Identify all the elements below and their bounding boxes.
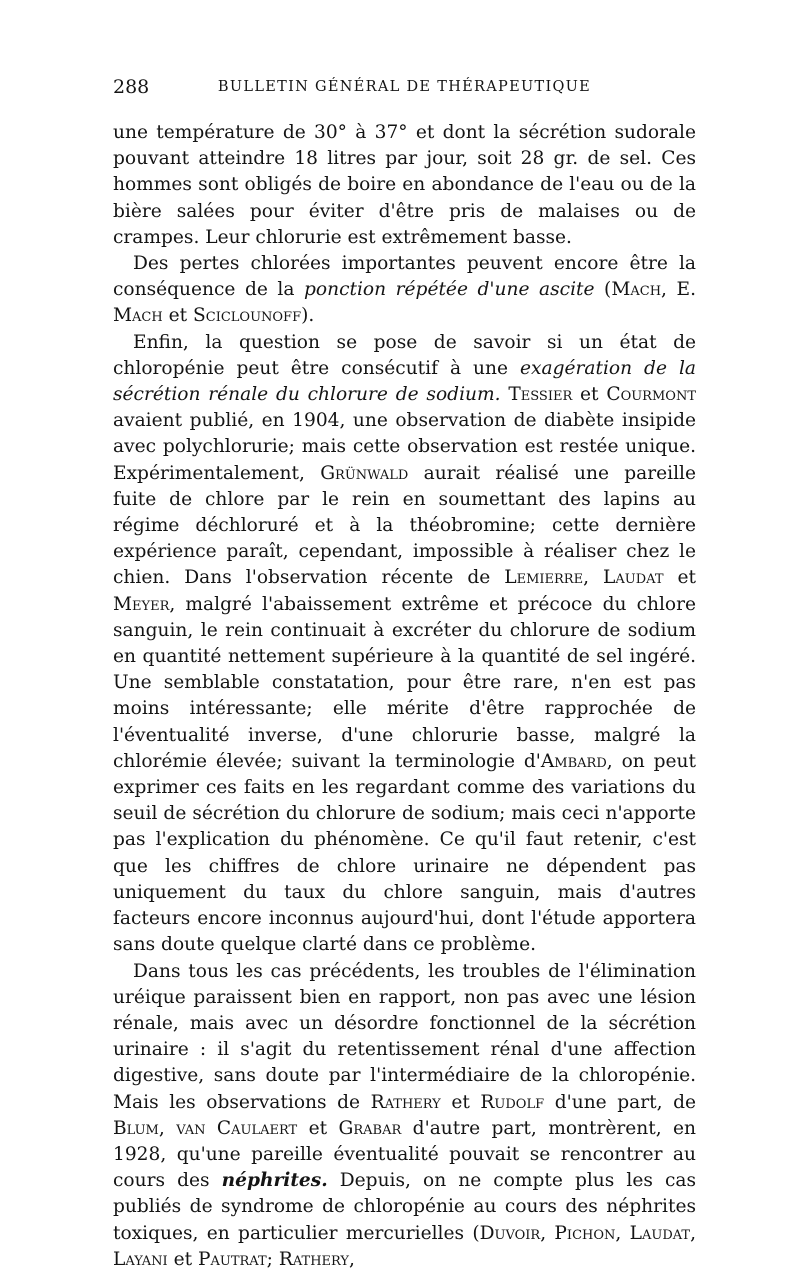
text-run: ,	[690, 1222, 697, 1244]
text-run: ;	[266, 1248, 279, 1270]
author-name: Mach	[113, 305, 163, 327]
author-name: Laudat	[603, 567, 664, 589]
text-run: ,	[349, 1248, 355, 1270]
text-run: Des pertes chlorées importantes peuvent encore être la conséquence de la	[113, 253, 696, 301]
text-run: ,	[583, 567, 604, 589]
author-name: Ambard	[540, 750, 607, 772]
author-name: Rathery	[370, 1091, 441, 1113]
author-name: Laudat	[629, 1222, 691, 1244]
text-run: Depuis, on ne compte plus les cas publiés de syndrome de chloropénie au cours des néphrites toxiques, en particulier mercurielles (	[113, 1170, 696, 1244]
text-run: , malgré l'abaissement extrême et précoce du chlore sanguin, le rein continuait à excréter du chlorure de sodium en quantité nettement supérieure à la quantité de sel ingéré. Une semblable constatation, pour être rare, n'en est pas moins intéressante; elle mérite d'être rapprochée de l'éventualité inverse, d'une chlorurie basse, malgré la chlorémie élevée; suivant la terminologie d'	[113, 593, 696, 772]
text-run: ,	[158, 1117, 177, 1139]
italic-phrase: néphrites.	[221, 1170, 328, 1192]
author-name: Duvoir	[479, 1222, 541, 1244]
paragraph-3	[113, 330, 696, 959]
text-run: ,	[615, 1222, 630, 1244]
text-run: et	[297, 1117, 339, 1139]
author-name: Grabar	[338, 1117, 402, 1139]
text-run: Enfin, la question se pose de savoir si un état de chloropénie peut être consécutif à une	[113, 331, 696, 379]
text-run: , E.	[661, 279, 697, 301]
author-name: Rathery	[278, 1248, 349, 1270]
text-run: et	[572, 384, 607, 406]
author-name: Pautrat	[197, 1248, 267, 1270]
text-run: ).	[301, 305, 315, 327]
author-name: Tessier	[508, 384, 573, 406]
page-header	[113, 76, 696, 102]
text-run: d'autre part, montrèrent, en 1928, qu'une pareille éventualité pouvait se rencontrer au cours des	[113, 1117, 697, 1192]
author-name: Layani	[113, 1248, 168, 1270]
paragraph-2	[113, 251, 696, 330]
author-name: Blum	[113, 1117, 159, 1139]
author-name: van Caulaert	[176, 1117, 298, 1139]
italic-phrase: ponction répétée d'une ascite	[304, 279, 595, 301]
text-run: et	[663, 567, 696, 589]
text-run: Dans tous les cas précédents, les troubles de l'élimination uréique paraissent bien en rapport, non pas avec une lésion rénale, mais avec un désordre fonctionnel de la sécrétion urinaire : il s'agit du retentissement rénal d'une affection digestive, sans doute par l'intermédiaire de la chloropénie. Mais les observations de	[113, 960, 696, 1113]
text-run: et	[162, 305, 194, 327]
paragraph-1	[113, 120, 696, 251]
italic-phrase: exagération de la sécrétion rénale du chlorure de sodium.	[113, 357, 696, 406]
author-name: Lemierre	[504, 567, 584, 589]
paragraph-4	[113, 959, 696, 1273]
author-name: Pichon	[554, 1222, 616, 1244]
author-name: Grünwald	[320, 462, 409, 484]
text-run: , on peut exprimer ces faits en les regardant comme des variations du seuil de sécrétion du chlorure de sodium; mais ceci n'apporte pas l'explication du phénomène. Ce qu'il faut retenir, c'est que les chiffres de chlore urinaire ne dépendent pas uniquement du taux du chlore sanguin, mais d'autres facteurs encore inconnus aujourd'hui, dont l'étude apportera sans doute quelque clarté dans ce problème.	[113, 750, 696, 956]
text-run: ,	[540, 1222, 555, 1244]
author-name: Sciclounoff	[193, 305, 302, 327]
text-run: (	[594, 279, 612, 301]
author-name: Rudolf	[480, 1091, 545, 1113]
page-number: 288	[113, 76, 150, 98]
body-text	[113, 120, 696, 1273]
text-run: d'une part, de	[544, 1091, 697, 1113]
author-name: Courmont	[606, 384, 696, 406]
text-run: aurait réalisé une pareille fuite de chlore par le rein en soumettant des lapins au régime déchloruré et à la théobromine; cette dernière expérience paraît, cependant, impossible à réaliser chez le chien. Dans l'observation récente de	[113, 462, 696, 589]
author-name: Mach	[611, 279, 662, 301]
author-name: Meyer	[113, 593, 170, 615]
text-run: et	[440, 1091, 481, 1113]
text-run: et	[167, 1248, 198, 1270]
text-run: avaient publié, en 1904, une observation de diabète insipide avec polychlorurie; mais cette observation est restée unique. Expérimentalement,	[113, 410, 696, 484]
running-title: BULLETIN GÉNÉRAL DE THÉRAPEUTIQUE	[217, 79, 592, 95]
text-run: une température de 30° à 37° et dont la sécrétion sudorale pouvant atteindre 18 litres par jour, soit 28 gr. de sel. Ces hommes sont obligés de boire en abondance de l'eau ou de la bière salées pour éviter d'être pris de malaises ou de crampes. Leur chlorurie est extrêmement basse.	[113, 122, 696, 248]
